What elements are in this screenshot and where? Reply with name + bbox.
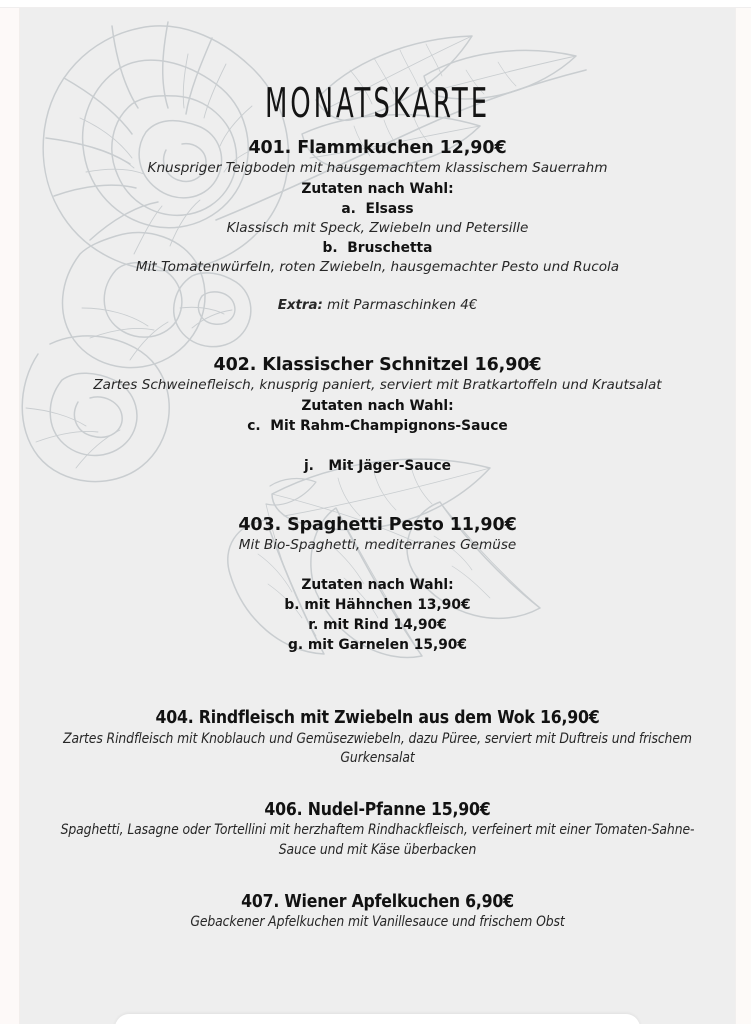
option-letter: a. xyxy=(341,200,356,217)
choice-label: Zutaten nach Wahl: xyxy=(301,180,454,197)
menu-item-404 xyxy=(42,707,713,769)
option-c xyxy=(42,416,713,436)
menu-item-402 xyxy=(42,354,713,476)
menu-item-407 xyxy=(42,891,713,933)
option-letter: b. xyxy=(284,597,300,614)
option-letter: b. xyxy=(322,239,338,256)
menu-item-401 xyxy=(42,137,713,316)
page-title: MONATSKARTE xyxy=(264,80,491,128)
menu-item-406 xyxy=(42,799,713,861)
extra-note xyxy=(42,297,713,316)
option-name: Mit Jäger-Sauce xyxy=(328,457,452,474)
choice-label: Zutaten nach Wahl: xyxy=(301,397,454,414)
option-a-description: Klassisch mit Speck, Zwiebeln und Petersille xyxy=(226,219,529,236)
extra-text: mit Parmaschinken 4€ xyxy=(327,298,478,314)
right-page-margin xyxy=(735,0,751,1024)
option-name: mit Rind 14,90€ xyxy=(323,617,447,634)
option-g xyxy=(42,635,713,655)
option-letter: r. xyxy=(308,617,319,634)
dish-description: Gebackener Apfelkuchen mit Vanillesauce und frischem Obst xyxy=(190,913,565,930)
dish-description: Zartes Schweinefleisch, knusprig paniert, serviert mit Bratkartoffeln und Krautsalat xyxy=(93,377,662,394)
option-letter: g. xyxy=(287,637,304,654)
left-page-margin xyxy=(0,0,20,1024)
dish-description: Knuspriger Teigboden mit hausgemachtem klassischem Sauerrahm xyxy=(147,160,608,177)
option-b-description: Mit Tomatenwürfeln, roten Zwiebeln, hausgemachter Pesto und Rucola xyxy=(135,258,620,275)
option-a xyxy=(42,199,713,219)
option-name: Mit Rahm-Champignons-Sauce xyxy=(270,417,508,434)
option-name: Elsass xyxy=(365,200,414,217)
choice-label: Zutaten nach Wahl: xyxy=(301,577,454,594)
menu-item-403 xyxy=(42,514,713,656)
dish-heading: 404. Rindfleisch mit Zwiebeln aus dem Wok 16,90€ xyxy=(155,708,600,729)
bottom-sheet-panel[interactable] xyxy=(115,1014,640,1024)
option-letter: c. xyxy=(247,417,261,434)
menu-page xyxy=(20,8,735,1024)
dish-heading: 402. Klassischer Schnitzel 16,90€ xyxy=(213,355,542,376)
option-name: Bruschetta xyxy=(347,239,433,256)
option-name: mit Garnelen 15,90€ xyxy=(307,637,467,654)
dish-heading: 407. Wiener Apfelkuchen 6,90€ xyxy=(241,891,514,912)
dish-heading: 401. Flammkuchen 12,90€ xyxy=(248,138,507,158)
extra-label: Extra: xyxy=(277,298,323,314)
option-b xyxy=(42,238,713,258)
menu-content xyxy=(20,80,735,932)
dish-heading: 406. Nudel-Pfanne 15,90€ xyxy=(264,799,491,820)
dish-description: Spaghetti, Lasagne oder Tortellini mit herzhaftem Rindhackfleisch, verfeinert mit einer Tomaten-Sahne-Sauce und mit Käse überbacken xyxy=(60,822,695,858)
option-j xyxy=(42,456,713,476)
option-r xyxy=(42,615,713,635)
option-name: mit Hähnchen 13,90€ xyxy=(304,597,471,614)
option-letter: j. xyxy=(303,457,314,474)
option-b xyxy=(42,595,713,615)
top-white-band xyxy=(0,0,751,8)
dish-description: Mit Bio-Spaghetti, mediterranes Gemüse xyxy=(238,537,517,554)
dish-description: Zartes Rindfleisch mit Knoblauch und Gemüsezwiebeln, dazu Püree, serviert mit Duftreis und frischem Gurkensalat xyxy=(63,730,692,767)
dish-heading: 403. Spaghetti Pesto 11,90€ xyxy=(238,514,517,535)
